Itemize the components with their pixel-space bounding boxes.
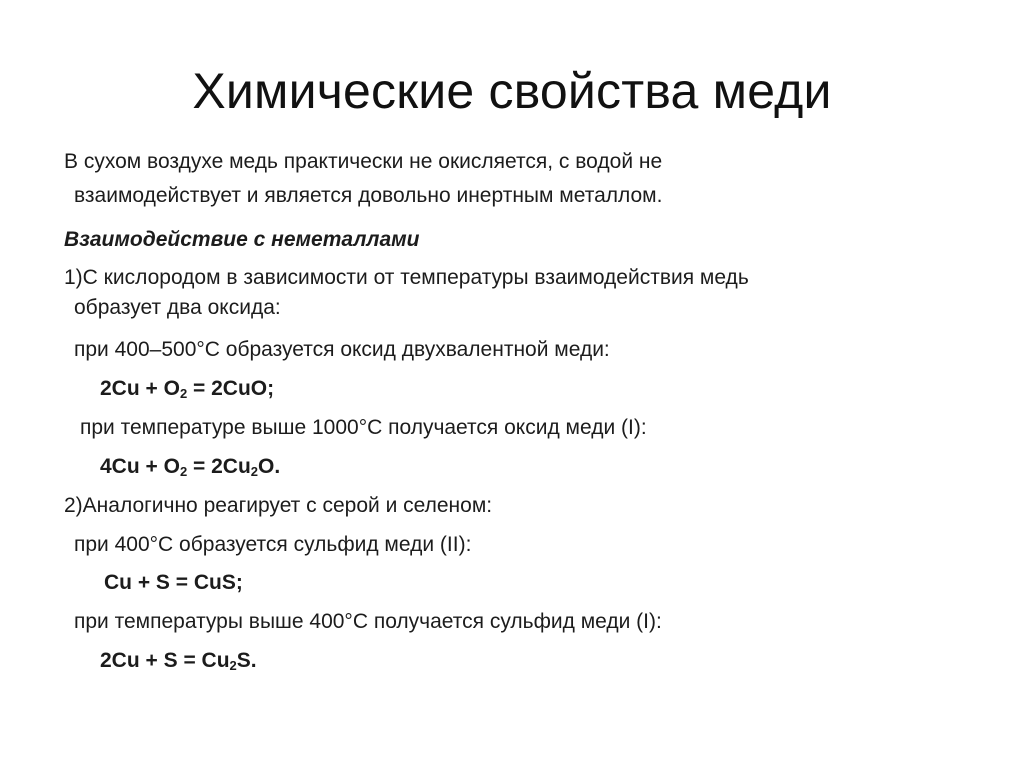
condition-2: при температуре выше 1000°С получается оксид меди (I): [80, 416, 647, 439]
equation-3: Cu + S = CuS; [104, 571, 243, 594]
intro-line-1: В сухом воздухе медь практически не окисляется, с водой не [64, 150, 663, 173]
paragraph-1-line-2: образует два оксида: [74, 296, 281, 319]
intro-line-2: взаимодействует и является довольно инертным металлом. [74, 184, 663, 207]
condition-3: при 400°С образуется сульфид меди (II): [74, 533, 472, 556]
condition-4: при температуры выше 400°С получается сульфид меди (I): [74, 610, 662, 633]
slide-title: Химические свойства меди [192, 63, 832, 119]
paragraph-1-line-1: 1)С кислородом в зависимости от температуры взаимодействия медь [64, 266, 749, 289]
condition-1: при 400–500°С образуется оксид двухвалентной меди: [74, 338, 610, 361]
equation-4: $2Cu + S = Cu_2S$. [100, 649, 257, 673]
paragraph-2-line-1: 2)Аналогично реагирует с серой и селеном: [64, 494, 493, 517]
section-heading: Взаимодействие с неметаллами [64, 228, 420, 251]
equation-1: $2Cu + O_2 = 2CuO$; [100, 377, 275, 401]
equation-2: $4Cu + O_2 = 2Cu_2O$. [100, 455, 281, 479]
